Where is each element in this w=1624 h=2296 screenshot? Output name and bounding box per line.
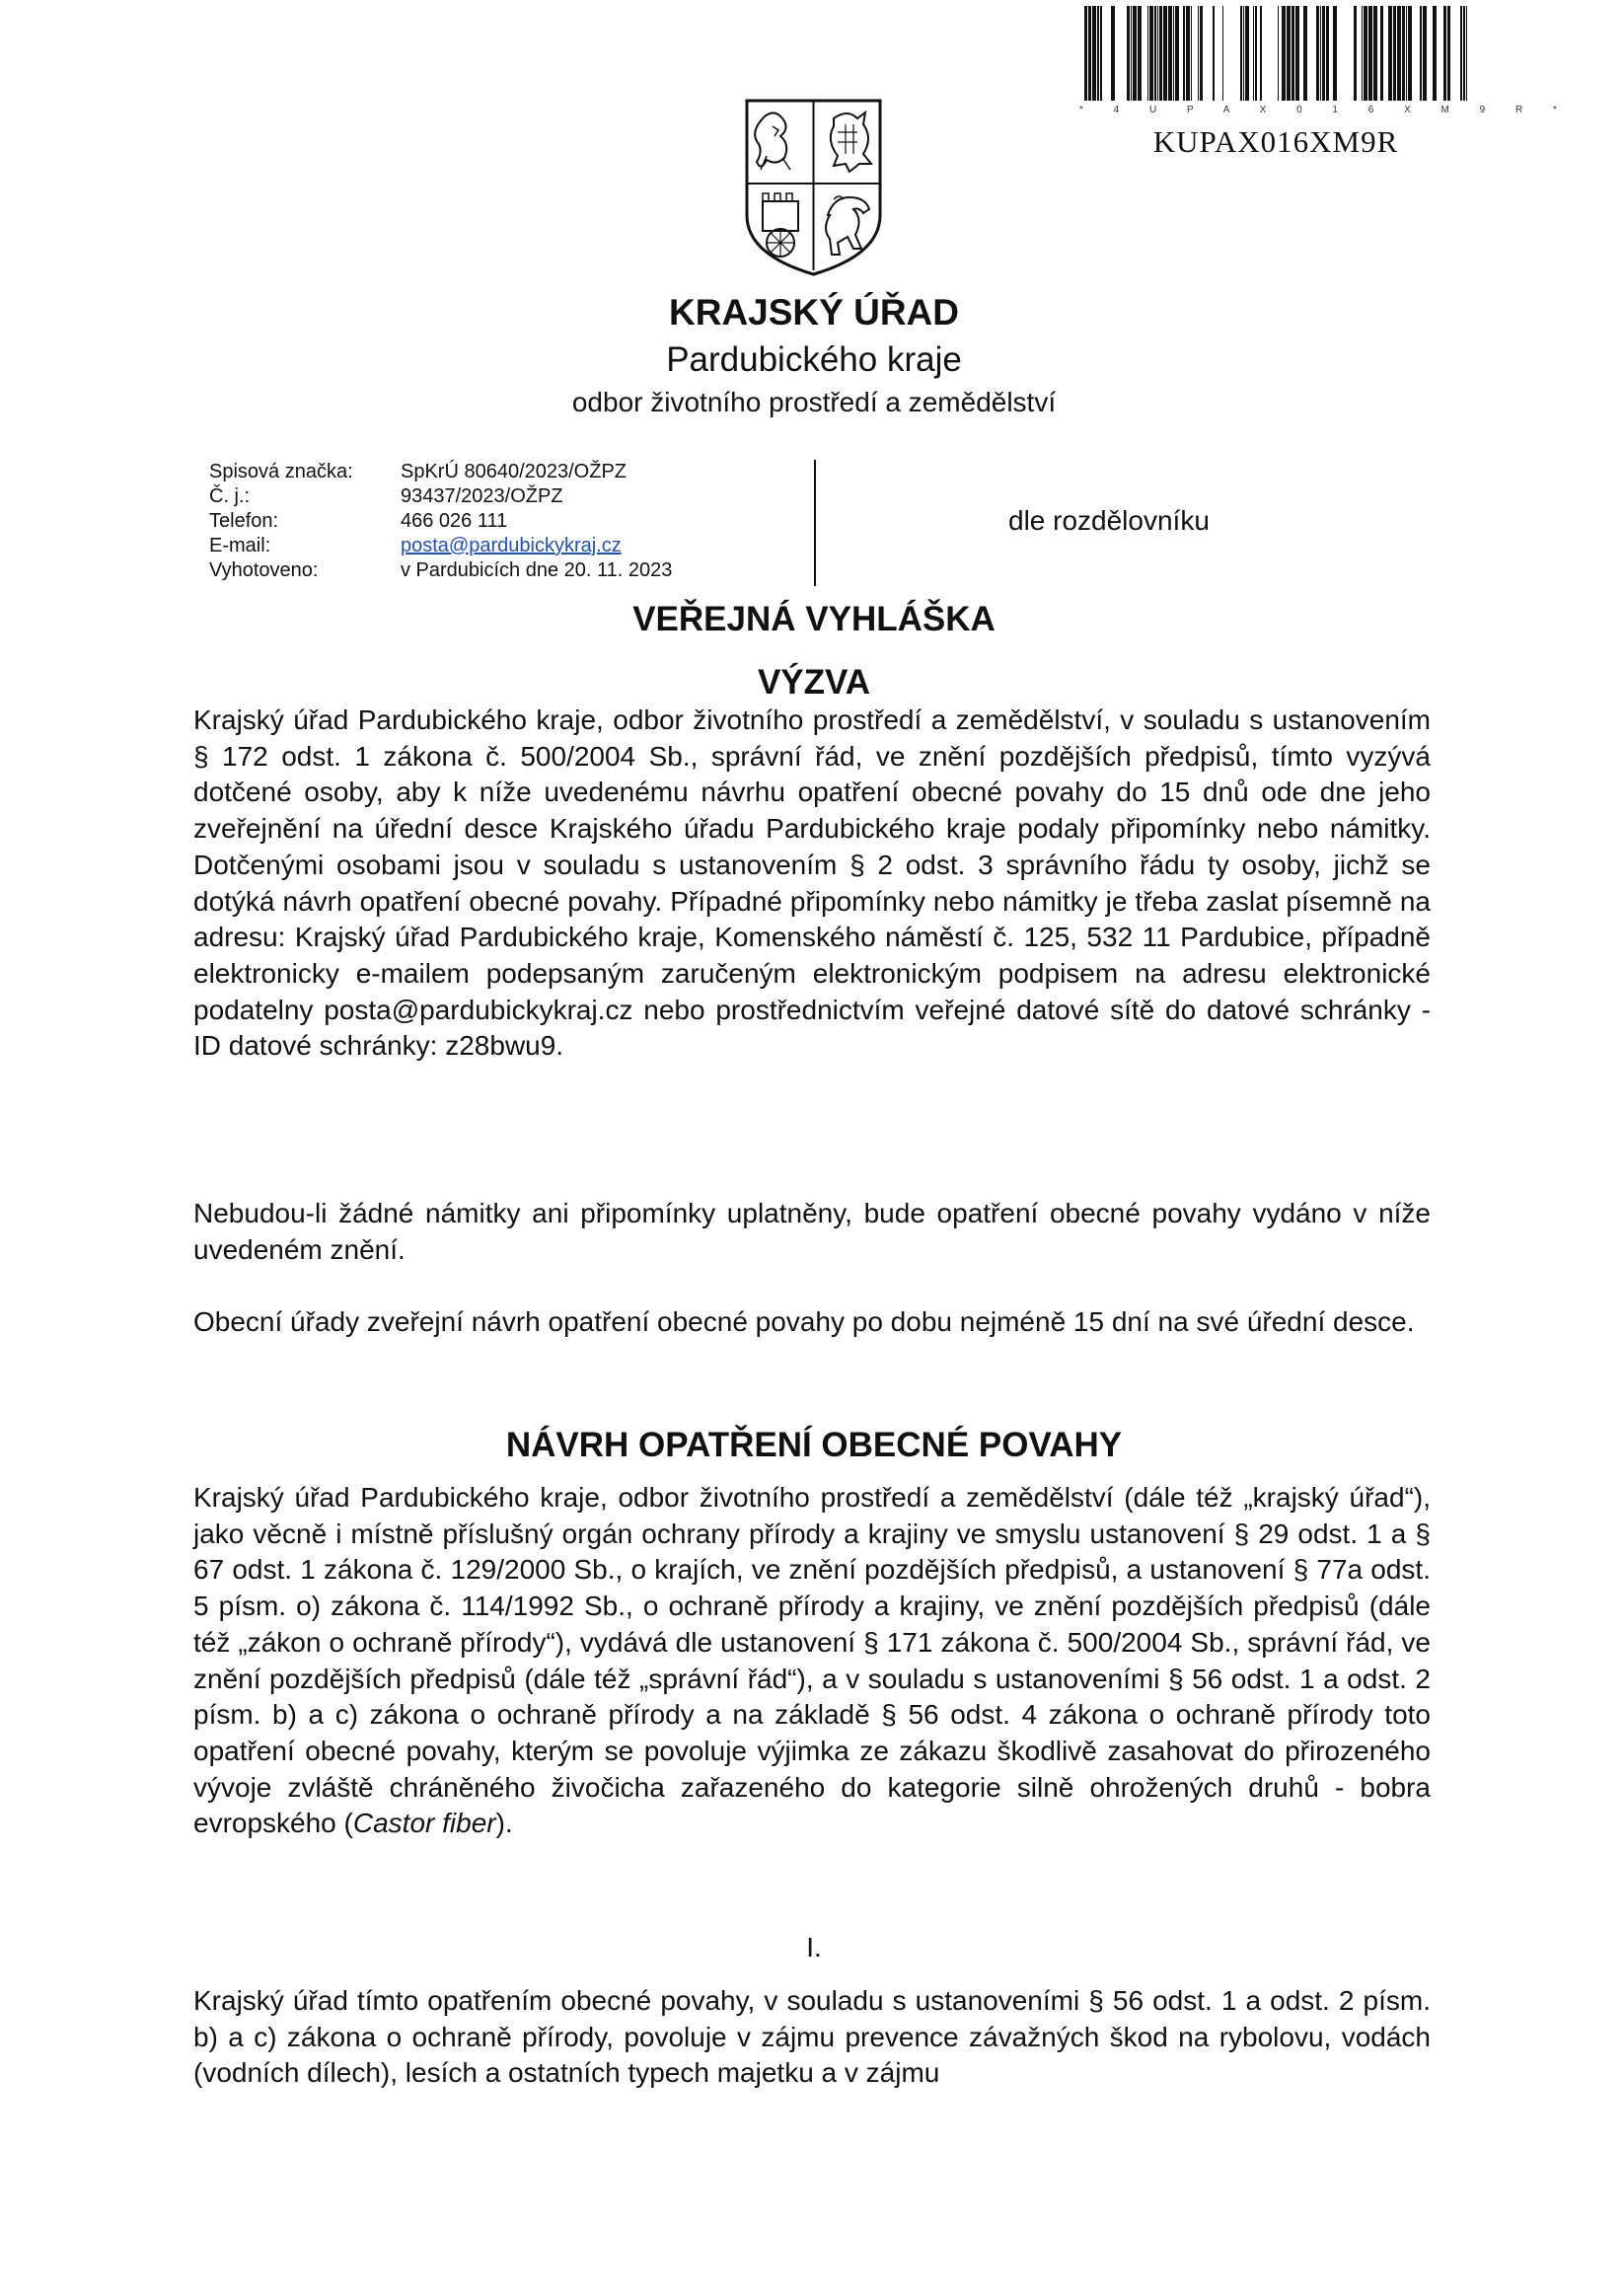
barcode-bar bbox=[1397, 6, 1401, 101]
barcode-bar bbox=[1406, 6, 1407, 101]
barcode-bar bbox=[1157, 6, 1158, 101]
barcode bbox=[1079, 6, 1474, 101]
office-department: odbor životního prostředí a zemědělství bbox=[571, 387, 1057, 417]
draft-measure-paragraph bbox=[193, 1480, 1431, 1842]
metadata-value: 93437/2023/OŽPZ bbox=[401, 485, 563, 507]
barcode-bar bbox=[1368, 6, 1372, 101]
draft-measure-text: Krajský úřad Pardubického kraje, odbor životního prostředí a zemědělství (dále též „krajský úřad“), jako věcně i místně příslušný orgán ochrany přírody a krajiny ve smyslu ustanovení § 29 odst. 1 a § 67 odst. 1 zákona č. 129/2000 Sb., o krajích, ve znění pozdějších předpisů, a ustanovení § 77a odst. 5 písm. o) zákona č. 114/1992 Sb., o ochraně přírody a krajiny, ve znění pozdějších předpisů (dále též „zákon o ochraně přírody“), vydává dle ustanovení § 171 zákona č. 500/2004 Sb., správní řád, ve znění pozdějších předpisů (dále též „správní řád“), a v souladu s ustanoveními § 56 odst. 1 a odst. 2 písm. b) a c) zákona o ochraně přírody a na základě § 56 odst. 4 zákona o ochraně přírody toto opatření obecné povahy, kterým se povoluje výjimka ze zákazu škodlivě zasahovat do přirozeného vývoje zvláště chráněného živočicha zařazeného do kategorie silně ohrožených druhů - bobra evropského ( bbox=[193, 1482, 1431, 1839]
barcode-bar bbox=[1111, 6, 1115, 101]
draft-measure-text-end: ). bbox=[495, 1808, 513, 1839]
barcode-bar bbox=[1154, 6, 1156, 101]
barcode-bar bbox=[1173, 6, 1174, 101]
barcode-bar bbox=[1362, 6, 1363, 101]
barcode-bar bbox=[1131, 6, 1132, 101]
barcode-bar bbox=[1183, 6, 1185, 101]
barcode-bar bbox=[1333, 6, 1337, 101]
barcode-bar bbox=[1320, 6, 1321, 101]
barcode-bar bbox=[1287, 6, 1291, 101]
metadata-label: E-mail: bbox=[209, 535, 271, 556]
barcode-bar bbox=[1460, 6, 1462, 101]
barcode-bar bbox=[1138, 6, 1142, 101]
barcode-bar bbox=[1198, 6, 1199, 101]
metadata-row-reference bbox=[209, 484, 672, 509]
barcode-bar bbox=[1433, 6, 1437, 101]
public-notice-title: VEŘEJNÁ VYHLÁŠKA bbox=[632, 600, 996, 638]
metadata-row-phone bbox=[209, 509, 672, 534]
barcode-bar bbox=[1100, 6, 1102, 101]
metadata-label: Č. j.: bbox=[209, 485, 251, 507]
barcode-bar bbox=[1133, 6, 1137, 101]
barcode-bar bbox=[1278, 6, 1279, 101]
barcode-bar bbox=[1222, 6, 1223, 101]
publication-paragraph: Obecní úřady zveřejní návrh opatření obecné povahy po dobu nejméně 15 dní na své úřední desce. bbox=[193, 1306, 1415, 1337]
metadata-divider bbox=[814, 460, 816, 586]
metadata-row-file-mark bbox=[209, 460, 672, 484]
barcode-bar bbox=[1393, 6, 1396, 101]
barcode-bar bbox=[1316, 6, 1319, 101]
barcode-bar bbox=[1466, 6, 1467, 101]
barcode-id: KUPAX016XM9R bbox=[1152, 124, 1399, 159]
barcode-bar bbox=[1175, 6, 1179, 101]
barcode-bar bbox=[1191, 6, 1192, 101]
draft-measure-title: NÁVRH OPATŘENÍ OBECNÉ POVAHY bbox=[505, 1426, 1123, 1464]
barcode-bar bbox=[1163, 6, 1167, 101]
office-region: Pardubického kraje bbox=[666, 340, 962, 379]
barcode-bar bbox=[1159, 6, 1162, 101]
metadata-row-issued bbox=[209, 558, 672, 583]
species-name: Castor fiber bbox=[352, 1808, 496, 1839]
barcode-bar bbox=[1245, 6, 1249, 101]
barcode-bar bbox=[1213, 6, 1215, 101]
barcode-bar bbox=[1260, 6, 1262, 101]
barcode-bar bbox=[1168, 6, 1172, 101]
no-objection-paragraph: Nebudou-li žádné námitky ani připomínky uplatněny, bude opatření obecné povahy vydáno v níže uvedeném znění. bbox=[193, 1198, 1431, 1265]
barcode-bar bbox=[1292, 6, 1294, 101]
section-paragraph: Krajský úřad tímto opatřením obecné povahy, v souladu s ustanoveními § 56 odst. 1 a odst. 2 písm. b) a c) zákona o ochraně přírody, povoluje v zájmu prevence závažných škod na rybolovu, vodách (vodních dílech), lesích a ostatních typech majetku a v zájmu bbox=[193, 1985, 1431, 2089]
barcode-human-readable: * 4 U P A X 0 1 6 X M 9 R * bbox=[1079, 105, 1571, 115]
barcode-bar bbox=[1402, 6, 1405, 101]
metadata-value: SpKrÚ 80640/2023/OŽPZ bbox=[401, 461, 627, 482]
office-name: KRAJSKÝ ÚŘAD bbox=[669, 292, 959, 333]
barcode-bar bbox=[1388, 6, 1392, 101]
barcode-bar bbox=[1255, 6, 1257, 101]
barcode-bar bbox=[1149, 6, 1153, 101]
barcode-bar bbox=[1282, 6, 1286, 101]
barcode-bar bbox=[1423, 6, 1427, 101]
barcode-bar bbox=[1322, 6, 1325, 101]
barcode-bar bbox=[1097, 6, 1099, 101]
barcode-bar bbox=[1243, 6, 1244, 101]
metadata-block bbox=[209, 460, 672, 583]
barcode-bar bbox=[1447, 6, 1450, 101]
barcode-bar bbox=[1354, 6, 1357, 101]
barcode-bar bbox=[1295, 6, 1299, 101]
recipient: dle rozdělovníku bbox=[1008, 505, 1210, 536]
metadata-value: v Pardubicích dne 20. 11. 2023 bbox=[401, 559, 673, 581]
barcode-bar bbox=[1463, 6, 1465, 101]
email-link[interactable]: posta@pardubickykraj.cz bbox=[401, 535, 622, 556]
barcode-bar bbox=[1408, 6, 1412, 101]
barcode-bar bbox=[1088, 6, 1091, 101]
barcode-bar bbox=[1127, 6, 1130, 101]
barcode-bar bbox=[1147, 6, 1148, 101]
metadata-label: Telefon: bbox=[209, 510, 279, 532]
barcode-bar bbox=[1443, 6, 1446, 101]
barcode-bar bbox=[1186, 6, 1190, 101]
barcode-bar bbox=[1084, 6, 1087, 101]
barcode-bar bbox=[1200, 6, 1203, 101]
metadata-label: Spisová značka: bbox=[209, 461, 353, 482]
section-number: I. bbox=[806, 1932, 822, 1963]
barcode-bar bbox=[1092, 6, 1096, 101]
barcode-bar bbox=[1240, 6, 1242, 101]
barcode-bar bbox=[1326, 6, 1329, 101]
call-title: VÝZVA bbox=[757, 663, 871, 702]
call-paragraph: Krajský úřad Pardubického kraje, odbor životního prostředí a zemědělství, v souladu s ustanovením § 172 odst. 1 zákona č. 500/2004 Sb., správní řád, ve znění pozdějších předpisů, tímto vyzývá dotčené osoby, aby k níže uvedenému návrhu opatření obecné povahy do 15 dnů ode dne jeho zveřejnění na úřední desce Krajského úřadu Pardubického kraje podaly připomínky nebo námitky. Dotčenými osobami jsou v souladu s ustanovením § 2 odst. 3 správního řádu ty osoby, jichž se dotýká návrh opatření obecné povahy. Případné připomínky nebo námitky je třeba zaslat písemně na adresu: Krajský úřad Pardubického kraje, Komenského náměstí č. 125, 532 11 Pardubice, případně elektronicky e-mailem podepsaným zaručeným elektronickým podpisem na adresu elektronické podatelny posta@pardubickykraj.cz nebo prostřednictvím veřejné datové sítě do datové schránky - ID datové schránky: z28bwu9. bbox=[193, 704, 1431, 1062]
barcode-bar bbox=[1373, 6, 1377, 101]
barcode-bar bbox=[1364, 6, 1367, 101]
barcode-bar bbox=[1380, 6, 1383, 101]
barcode-bar bbox=[1420, 6, 1422, 101]
barcode-bar bbox=[1253, 6, 1254, 101]
barcode-bar bbox=[1303, 6, 1307, 101]
metadata-label: Vyhotoveno: bbox=[209, 559, 319, 581]
metadata-value: 466 026 111 bbox=[401, 510, 508, 532]
coat-of-arms-icon bbox=[743, 97, 884, 278]
metadata-row-email bbox=[209, 534, 672, 558]
